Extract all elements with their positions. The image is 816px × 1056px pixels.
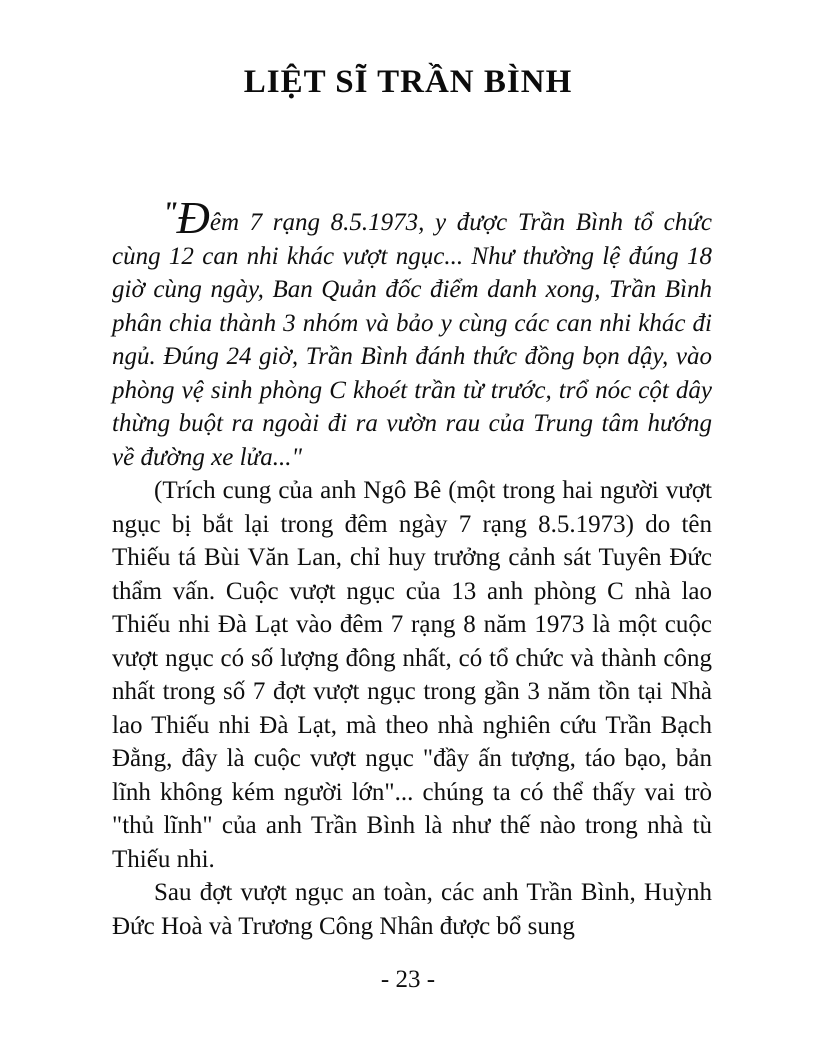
body-paragraph-2: Sau đợt vượt ngục an toàn, các anh Trần Bình, Huỳnh Đức Hoà và Trương Công Nhân được bổ sung (112, 879, 712, 940)
body-paragraph-1: (Trích cung của anh Ngô Bê (một trong hai người vượt ngục bị bắt lại trong đêm ngày 7 rạng 8.5.1973) do tên Thiếu tá Bùi Văn Lan, chỉ huy trưởng cảnh sát Tuyên Đức thẩm vấn. Cuộc vượt ngục của 13 anh phòng C nhà lao Thiếu nhi Đà Lạt vào đêm 7 rạng 8 năm 1973 là một cuộc vượt ngục có số lượng đông nhất, có tổ chức và thành công nhất trong số 7 đợt vượt ngục trong gần 3 năm tồn tại Nhà lao Thiếu nhi Đà Lạt, mà theo nhà nghiên cứu Trần Bạch Đằng, đây là cuộc vượt ngục "đầy ấn tượng, táo bạo, bản lĩnh không kém người lớn"... chúng ta có thể thấy vai trò "thủ lĩnh" của anh Trần Bình là như thế nào trong nhà tù Thiếu nhi. (112, 477, 712, 873)
page-number: - 23 - (380, 966, 436, 993)
quote-text: êm 7 rạng 8.5.1973, y được Trần Bình tổ chức cùng 12 can nhi khác vượt ngục... Như thường lệ đúng 18 giờ cùng ngày, Ban Quản đốc điểm danh xong, Trần Bình phân chia thành 3 nhóm và bảo y cùng các can nhi khác đi ngủ. Đúng 24 giờ, Trần Bình đánh thức đồng bọn dậy, vào phòng vệ sinh phòng C khoét trần từ trước, trổ nóc cột dây thừng buột ra ngoài đi ra vườn rau của Trung tâm hướng về đường xe lửa..." (112, 209, 712, 471)
page-title: LIỆT SĨ TRẦN BÌNH (243, 64, 573, 100)
quote-paragraph (112, 192, 712, 474)
open-quote-mark: " (162, 196, 177, 229)
quote-lead-char: Đ (176, 192, 210, 243)
text-block (112, 192, 712, 943)
